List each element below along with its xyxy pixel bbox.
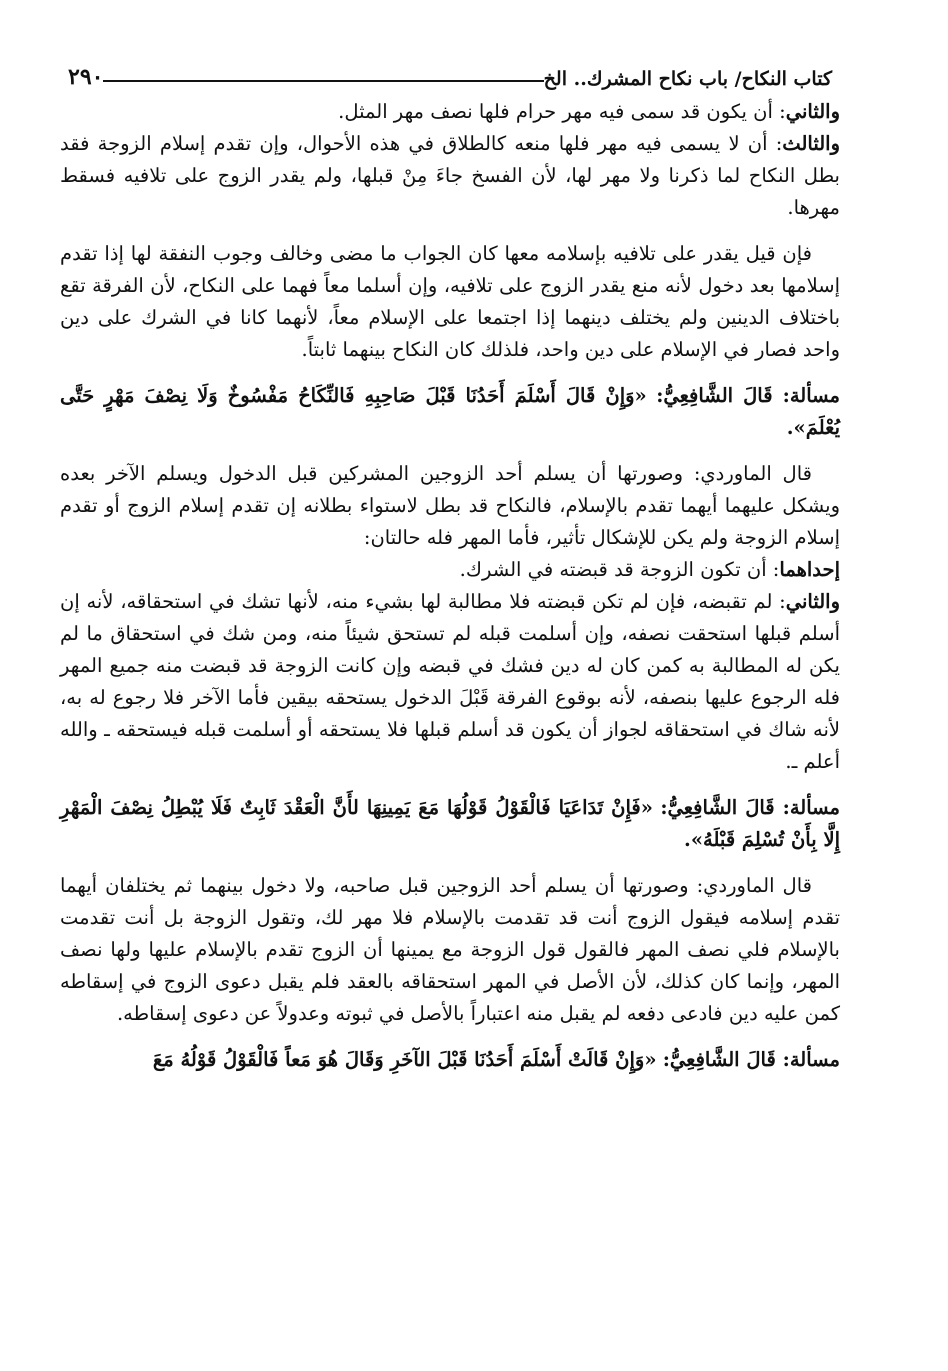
paragraph-lead: والثالث bbox=[782, 132, 840, 155]
paragraph-third-case bbox=[60, 128, 840, 224]
imam-attribution: : قَالَ الشَّافِعِيُّ: bbox=[660, 796, 790, 819]
imam-attribution: : قَالَ الشَّافِعِيُّ: bbox=[662, 1048, 790, 1071]
paragraph-text: : أن تكون الزوجة قد قبضته في الشرك. bbox=[459, 558, 780, 581]
page-number: ٢٩٠ bbox=[68, 64, 104, 90]
book-page bbox=[60, 52, 840, 1076]
page-body bbox=[60, 96, 840, 1076]
issue-heading bbox=[60, 1044, 840, 1076]
header-rule bbox=[103, 80, 543, 82]
paragraph-text: : أن لا يسمى فيه مهر فلها منعه كالطلاق في هذه الأحوال، وإن تقدم إسلام الزوجة فقد بطل النكاح لما ذكرنا ولا مهر لها، لأن الفسخ جاءَ مِنْ قبلها، ولم يقدر الزوج على تلافيه فسقط مهرها. bbox=[60, 132, 840, 219]
issue-label: مسألة bbox=[789, 1048, 840, 1071]
paragraph-first-state bbox=[60, 554, 840, 586]
paragraph-objection: فإن قيل يقدر على تلافيه بإسلامه معها كان الجواب ما مضى وخالف وجوب النفقة لها إذا تقدم إسلامها بعد دخول لأنه منع يقدر الزوج على تلافيه، وإن أسلما معاً فهما على النكاح، لأن الفرقة تقع باختلاف الدينين ولم يختلف دينهما إذا اجتمعا على الإسلام معاً، لأنهما كانا في الشرك على دين واحد فصار في الإسلام على دين واحد، فلذلك كان النكاح بينهما ثابتاً. bbox=[60, 242, 840, 361]
issue-heading bbox=[60, 792, 840, 856]
paragraph-lead: والثاني bbox=[785, 100, 840, 123]
running-header-title: كتاب النكاح/ باب نكاح المشرك.. الخ bbox=[543, 68, 832, 90]
issue-quote: «وَإِنْ قَالَ أَسْلَمَ أَحَدُنَا قَبْلَ صَاحِبِهِ فَالنِّكَاحُ مَفْسُوخٌ وَلَا نِصْفَ مَهْرٍ حَتَّى يُعْلَمَ». bbox=[60, 384, 840, 439]
paragraph-lead: إحداهما bbox=[779, 558, 840, 581]
paragraph-text: : لم تقبضه، فإن لم تكن قبضته فلا مطالبة لها بشيء منه، لأنها تشك في استحقاقه، لأنه إن أسلم قبلها استحقت نصفه، وإن أسلمت قبله لم تستحق شيئاً منه، ومن شك في استحقاق ما لم يكن له المطالبة به كمن كان له دين فشك في قبضه وإن كانت الزوجة قد قبضت منه جميع المهر فله الرجوع عليها بنصفه، لأنه بوقوع الفرقة قَبْلَ الدخول يستحقه بيقين فأما الآخر فلا رجوع له به، لأنه شاك في استحقاقه لجواز أن يكون قد أسلم قبلها فلا يستحقه أو أسلمت قبله فيستحقه ـ والله أعلم ـ. bbox=[60, 590, 840, 773]
running-header bbox=[60, 52, 840, 90]
issue-label: مسألة bbox=[789, 796, 840, 819]
imam-attribution: : قَالَ الشَّافِعِيُّ: bbox=[656, 384, 790, 407]
issue-label: مسألة bbox=[789, 384, 840, 407]
issue-quote: «وَإِنْ قَالَتْ أَسْلَمَ أَحَدُنَا قَبْلَ الآخَرِ وَقَالَ هُوَ مَعاً فَالْقَوْلُ قَوْلُهُ مَعَ bbox=[152, 1048, 657, 1071]
paragraph-second-state bbox=[60, 586, 840, 778]
issue-heading bbox=[60, 380, 840, 444]
issue-quote: «فَإِنْ تَدَاعَيَا فَالْقَوْلُ قَوْلُهَا مَعَ يَمِينِهَا لأَنَّ الْعَقْدَ ثَابِتٌ فَلَا يُبْطِلُ نِصْفَ الْمَهْرِ إِلَّا بِأَنْ تُسْلِمَ قَبْلَهُ». bbox=[60, 796, 840, 851]
paragraph-mawardi: قال الماوردي: وصورتها أن يسلم أحد الزوجين قبل صاحبه، ولا دخول بينهما ثم يختلفان أيهما تقدم إسلامه فيقول الزوج أنت قد تقدمت بالإسلام فلا مهر لك، وتقول الزوجة بل أنت تقدمت بالإسلام فلي نصف المهر فالقول قول الزوجة مع يمينها أن الزوج تقدم بالإسلام عليها ولها نصف المهر، وإنما كان كذلك، لأن الأصل في المهر استحقاقه بالعقد فلم يقبل دعوى الزوج في إسقاطه كمن عليه دين فادعى دفعه لم يقبل منه اعتباراً بالأصل في ثبوته وعدولاً عن دعوى إسقاطه. bbox=[60, 874, 840, 1025]
paragraph-mawardi: قال الماوردي: وصورتها أن يسلم أحد الزوجين المشركين قبل الدخول ويسلم الآخر بعده ويشكل عليهما أيهما تقدم بالإسلام، فالنكاح قد بطل لاستواء بطلانه إن تقدم إسلام الزوج أو تقدم إسلام الزوجة ولم يكن للإشكال تأثير، فأما المهر فله حالتان: bbox=[60, 462, 840, 549]
paragraph-text: : أن يكون قد سمى فيه مهر حرام فلها نصف مهر المثل. bbox=[338, 100, 786, 123]
paragraph-second-case bbox=[60, 96, 840, 128]
paragraph-lead: والثاني bbox=[785, 590, 840, 613]
